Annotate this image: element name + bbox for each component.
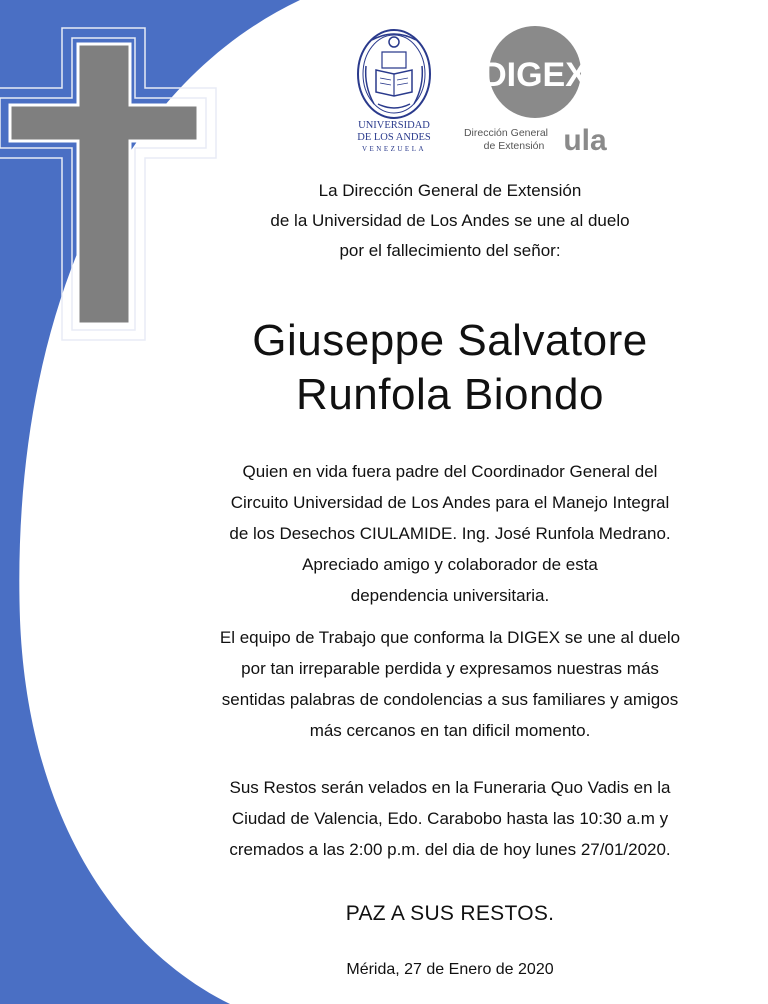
intro-line: por el fallecimiento del señor:	[339, 241, 561, 260]
paragraph-line: por tan irreparable perdida y expresamos nuestras más	[241, 659, 659, 678]
paragraph-line: más cercanos en tan dificil momento.	[309, 721, 591, 740]
digex-wordmark: DIGEX	[482, 56, 588, 94]
paragraph-line: Apreciado amigo y colaborador de esta	[302, 555, 598, 574]
paragraph-line: cremados a las 2:00 p.m. del dia de hoy lunes 27/01/2020.	[229, 840, 671, 859]
digex-subtitle-line1: Dirección General	[463, 127, 549, 139]
ula-logo-line2: DE LOS ANDES	[357, 132, 431, 143]
intro-line: La Dirección General de Extensión	[318, 181, 582, 200]
paragraph-line: sentidas palabras de condolencias a sus familiares y amigos	[221, 690, 679, 709]
name-line: Runfola Biondo	[296, 370, 604, 419]
paragraph-line: Circuito Universidad de Los Andes para el Manejo Integral	[230, 493, 670, 512]
paragraph-services	[150, 772, 750, 865]
digex-ula-mark: ula	[563, 124, 607, 154]
paragraph-condolences	[150, 622, 750, 746]
digex-subtitle-line2: de Extensión	[483, 140, 545, 152]
paragraph-line: Ciudad de Valencia, Edo. Carabobo hasta las 10:30 a.m y	[231, 809, 669, 828]
date-line: Mérida, 27 de Enero de 2020	[346, 961, 554, 978]
deceased-name	[150, 314, 750, 422]
ula-logo-line3: VENEZUELA	[361, 145, 427, 153]
digex-logo	[462, 26, 612, 154]
paragraph-line: Sus Restos serán velados en la Funeraria Quo Vadis en la	[229, 778, 671, 797]
name-line: Giuseppe Salvatore	[252, 316, 648, 365]
paragraph-line: Quien en vida fuera padre del Coordinador General del	[242, 462, 658, 481]
paragraph-line: de los Desechos CIULAMIDE. Ing. José Runfola Medrano.	[229, 524, 671, 543]
intro-line: de la Universidad de Los Andes se une al duelo	[270, 211, 630, 230]
ula-logo	[352, 26, 436, 154]
ula-crest-icon	[358, 30, 430, 118]
intro-text	[150, 176, 750, 266]
paragraph-line: dependencia universitaria.	[350, 586, 550, 605]
paragraph-line: El equipo de Trabajo que conforma la DIGEX se une al duelo	[219, 628, 681, 647]
paragraph-relationship	[150, 456, 750, 611]
closing-phrase: PAZ A SUS RESTOS.	[345, 902, 555, 925]
ula-logo-line1: UNIVERSIDAD	[358, 120, 430, 131]
